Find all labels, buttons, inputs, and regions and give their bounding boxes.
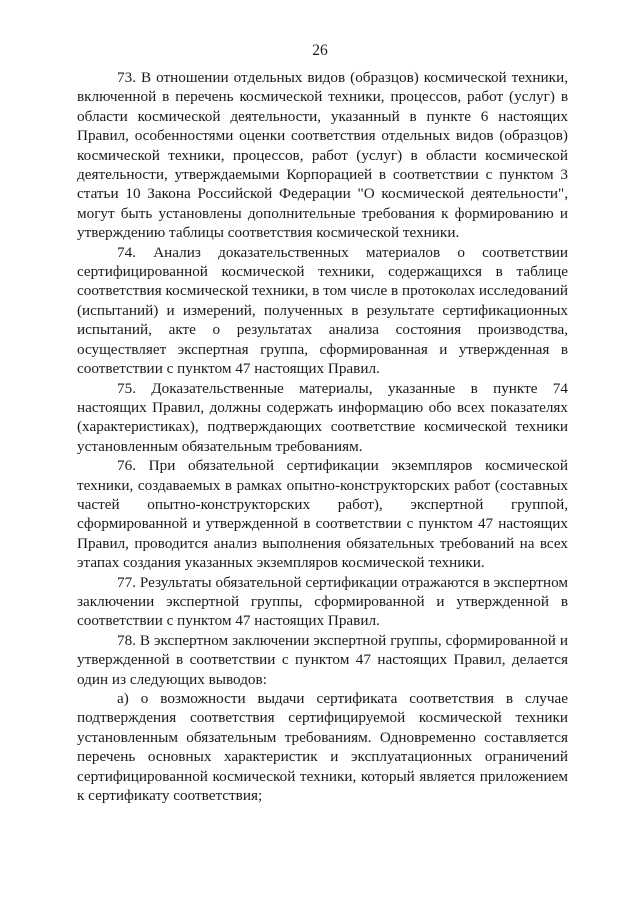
document-body xyxy=(77,68,568,805)
paragraph-74: 74. Анализ доказательственных материалов о соответствии сертифицированной космической техники, содержащихся в таблице соответствия космической техники, в том числе в протоколах исследований (испытаний) и измерений, полученных в результате сертификационных испытаний, акте о результатах анализа состояния производства, осуществляет экспертная группа, сформированная и утвержденная в соответствии с пунктом 47 настоящих Правил. xyxy=(77,243,568,378)
paragraph-77: 77. Результаты обязательной сертификации отражаются в экспертном заключении экспертной группы, сформированной и утвержденной в соответствии с пунктом 47 настоящих Правил. xyxy=(77,573,568,630)
paragraph-78: 78. В экспертном заключении экспертной группы, сформированной и утвержденной в соответствии с пунктом 47 настоящих Правил, делается один из следующих выводов: xyxy=(77,631,568,688)
paragraph-78-a: а) о возможности выдачи сертификата соответствия в случае подтверждения соответствия сертифицируемой космической техники установленным обязательным требованиям. Одновременно составляется перечень основных характеристик и эксплуатационных ограничений сертифицированной космической техники, который является приложением к сертификату соответствия; xyxy=(77,690,568,805)
page-number: 26 xyxy=(312,42,328,59)
paragraph-76: 76. При обязательной сертификации экземпляров космической техники, создаваемых в рамках опытно-конструкторских работ (составных частей опытно-конструкторских работ), экспертной группой, сформированной и утвержденной в соответствии с пунктом 47 настоящих Правил, проводится анализ выполнения обязательных требований на всех этапах создания указанных экземпляров космической техники. xyxy=(77,457,568,572)
paragraph-75: 75. Доказательственные материалы, указанные в пункте 74 настоящих Правил, должны содержать информацию обо всех показателях (характеристиках), подтверждающих соответствие космической техники установленным обязательным требованиям. xyxy=(77,379,568,455)
paragraph-73: 73. В отношении отдельных видов (образцов) космической техники, включенной в перечень космической техники, процессов, работ (услуг) в области космической деятельности, указанный в пункте 6 настоящих Правил, особенностями оценки соответствия отдельных видов (образцов) космической техники, процессов, работ (услуг) в области космической деятельности, утверждаемыми Корпорацией в соответствии с пунктом 3 статьи 10 Закона Российской Федерации "О космической деятельности", могут быть установлены дополнительные требования к формированию и утверждению таблицы соответствия космической техники. xyxy=(77,69,568,242)
